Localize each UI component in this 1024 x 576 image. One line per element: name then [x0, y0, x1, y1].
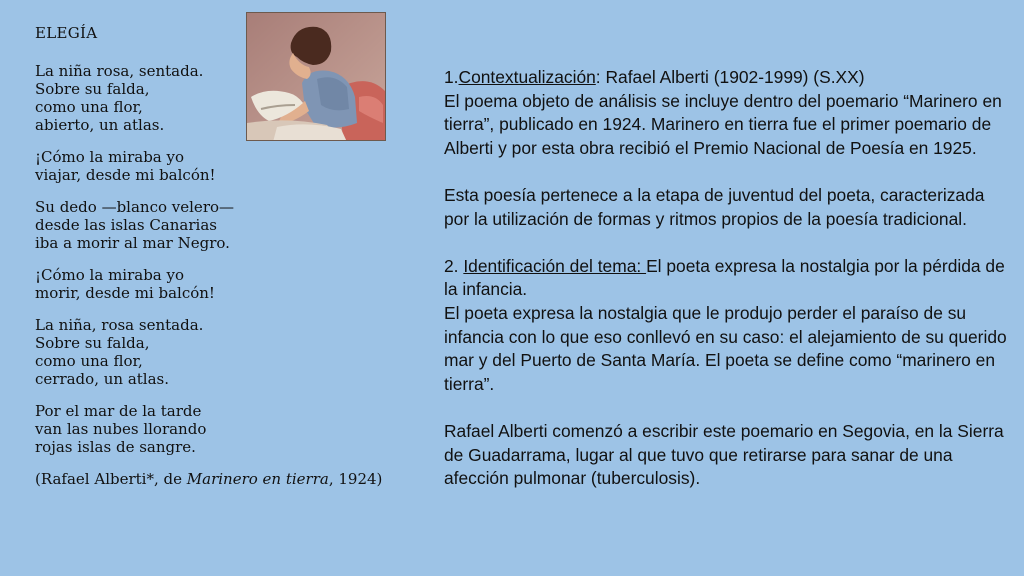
poem-stanza-2: [35, 148, 425, 184]
poem-line: como una flor,: [35, 352, 143, 370]
section-2-body: El poeta expresa la nostalgia que le produjo perder el paraíso de su infancia con lo que eso conllevó en su caso: el alejamiento de su querido mar y del Puerto de Santa María. El poeta se define como “marinero en tierra”.: [444, 302, 1007, 394]
section-2-heading: Identificación del tema:: [463, 255, 647, 276]
section-1-paragraph-2: Esta poesía pertenece a la etapa de juventud del poeta, caracterizada por la utilización de formas y ritmos propios de la poesía tradicional.: [444, 184, 985, 229]
poem-line: rojas islas de sangre.: [35, 438, 196, 456]
poem-line: Por el mar de la tarde: [35, 402, 202, 420]
section-1-body: El poema objeto de análisis se incluye dentro del poemario “Marinero en tierra”, publicado en 1924. Marinero en tierra fue el primer poemario de Alberti y por esta obra recibió el Premio Nacional de Poesía en 1925.: [444, 90, 1002, 158]
poem-line: Su dedo —blanco velero—: [35, 198, 235, 216]
painting-girl-reading-image: [246, 12, 386, 141]
poem-line: abierto, un atlas.: [35, 116, 165, 134]
poem-line: morir, desde mi balcón!: [35, 284, 215, 302]
poem-stanza-4: [35, 266, 425, 302]
poem-line: desde las islas Canarias: [35, 216, 217, 234]
poem-line: viajar, desde mi balcón!: [35, 166, 216, 184]
section-1-heading-rest: : Rafael Alberti (1902-1999) (S.XX): [595, 67, 865, 87]
poem-line: cerrado, un atlas.: [35, 370, 169, 388]
credit-prefix: (Rafael Alberti*, de: [35, 470, 187, 488]
section-2-heading-rest: El poeta expresa la nostalgia por la pérdida de la infancia.: [444, 255, 1005, 300]
poem-line: La niña, rosa sentada.: [35, 316, 204, 334]
poem-line: van las nubes llorando: [35, 420, 207, 438]
poem-line: Sobre su falda,: [35, 334, 150, 352]
poem-line: como una flor,: [35, 98, 143, 116]
poem-line: iba a morir al mar Negro.: [35, 234, 230, 252]
poem-stanza-5: [35, 316, 425, 388]
poem-title: ELEGÍA: [35, 24, 98, 42]
section-1-heading: Contextualización: [458, 67, 596, 87]
poem-line: La niña rosa, sentada.: [35, 62, 204, 80]
poem-line: Sobre su falda,: [35, 80, 150, 98]
poem-stanza-3: [35, 198, 425, 252]
section-1-heading-line: [444, 66, 1009, 90]
poem-line: ¡Cómo la miraba yo: [35, 266, 185, 284]
section-1-number: 1.: [444, 67, 459, 87]
section-2-heading-line: [444, 255, 1009, 302]
section-3-paragraph: Rafael Alberti comenzó a escribir este poemario en Segovia, en la Sierra de Guadarrama, lugar al que tuvo que retirarse para sanar de una afección pulmonar (tuberculosis).: [444, 420, 1004, 489]
poem-stanza-6: [35, 402, 425, 456]
section-2-number: 2.: [444, 255, 464, 276]
credit-book-title: Marinero en tierra: [186, 470, 329, 488]
analysis-text: [444, 66, 1009, 491]
credit-suffix: , 1924): [328, 470, 383, 488]
poem-credit: [35, 470, 425, 488]
poem-line: ¡Cómo la miraba yo: [35, 148, 185, 166]
